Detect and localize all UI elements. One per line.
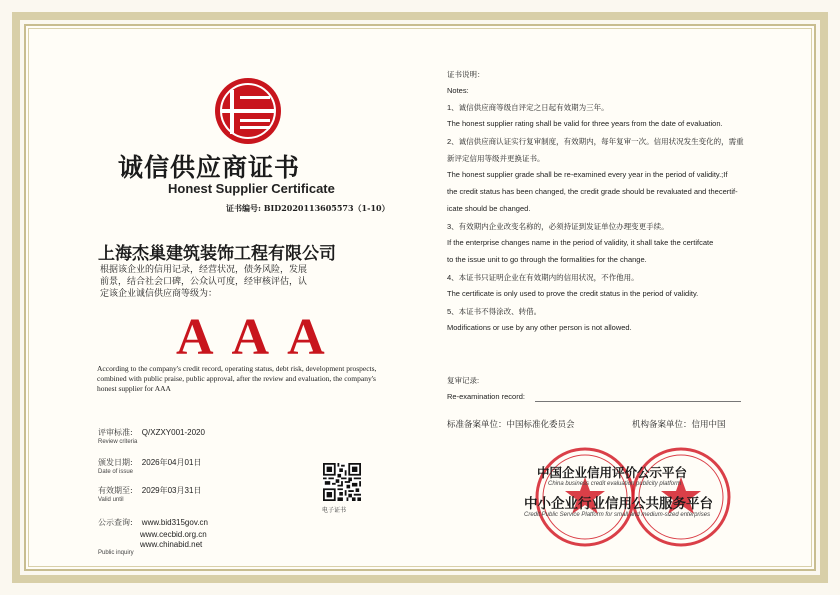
issuer1-en: China business credit evaluation publicity platform bbox=[548, 481, 682, 487]
statement-en-line: According to the company's credit record, operating status, debt risk, development prospects, bbox=[97, 364, 377, 373]
standard-filing: 标准备案单位：中国标准化委员会 bbox=[447, 420, 575, 430]
valid-until-label: 有效期至: bbox=[98, 486, 133, 495]
credit-grade: AAA bbox=[176, 309, 343, 366]
credit-logo-icon bbox=[208, 76, 288, 146]
valid-until-block bbox=[98, 478, 201, 503]
certificate-title-en: Honest Supplier Certificate bbox=[168, 181, 335, 196]
note-line: The honest supplier grade shall be re-examined every year in the period of validity.;If bbox=[447, 170, 728, 179]
review-criteria-block bbox=[98, 420, 205, 445]
date-of-issue-label: 颁发日期: bbox=[98, 458, 133, 467]
review-criteria-label: 评审标准: bbox=[98, 428, 133, 437]
valid-until-value: 2029年03月31日 bbox=[141, 486, 202, 495]
reexam-label-en: Re-examination record: bbox=[447, 392, 525, 401]
note-line: The certificate is only used to prove the credit status in the period of validity. bbox=[447, 289, 699, 298]
qr-code-icon[interactable] bbox=[323, 463, 361, 501]
note-line: 2、诚信供应商认证实行复审制度，有效期内，每年复审一次。信用状况发生变化的，需重 bbox=[447, 137, 744, 146]
note-line: Modifications or use by any other person is not allowed. bbox=[447, 323, 632, 332]
agency-filing: 机构备案单位：信用中国 bbox=[632, 420, 726, 430]
public-inquiry-label: 公示查询: bbox=[98, 518, 133, 527]
valid-until-label-en: Valid until bbox=[98, 497, 124, 503]
statement-cn-line: 前景，结合社会口碑，公众认可度，经审核评估，认 bbox=[100, 277, 308, 287]
notes-header-cn: 证书说明： bbox=[447, 70, 485, 79]
date-of-issue-block bbox=[98, 450, 201, 475]
note-line: to the issue unit to go through the formalities for the change. bbox=[447, 255, 647, 264]
reexam-label-cn: 复审记录: bbox=[447, 376, 480, 385]
statement-cn-line: 根据该企业的信用记录，经营状况，债务风险，发展 bbox=[100, 265, 308, 275]
statement-cn-line: 定该企业诚信供应商等级为： bbox=[100, 289, 218, 299]
note-line: 4、本证书只证明企业在有效期内的信用状况，不作他用。 bbox=[447, 273, 639, 282]
certificate-number bbox=[226, 203, 390, 214]
notes-header-en: Notes: bbox=[447, 86, 469, 95]
date-of-issue-label-en: Date of issue bbox=[98, 469, 134, 475]
statement-en-line: honest supplier for AAA bbox=[97, 384, 171, 393]
issuer1-cn: 中国企业信用评价公示平台 bbox=[537, 465, 688, 480]
qr-code-label: 电子证书 bbox=[322, 507, 347, 514]
public-inquiry-block bbox=[98, 510, 208, 556]
certificate-title-cn: 诚信供应商证书 bbox=[118, 153, 301, 182]
statement-en-line: combined with public praise, public approval, after the review and evaluation, the company's bbox=[97, 374, 376, 383]
statement-en bbox=[97, 364, 407, 394]
company-name: 上海杰巢建筑装饰工程有限公司 bbox=[98, 244, 336, 264]
date-of-issue-value: 2026年04月01日 bbox=[141, 458, 202, 467]
review-criteria-value: Q/XZXY001-2020 bbox=[141, 428, 205, 437]
note-line: 新评定信用等级并更换证书。 bbox=[447, 154, 545, 163]
note-line: the credit status has been changed, the credit grade should be revaluated and thecertif- bbox=[447, 187, 738, 196]
note-line: icate should be changed. bbox=[447, 204, 531, 213]
issuer2-en: Credit Public Service Platform for small and medium-sized enterprises bbox=[524, 512, 711, 518]
cert-number-value: BID2020113605573（1-10） bbox=[263, 203, 390, 213]
note-line: If the enterprise changes name in the period of validity, it shall take the certifcate bbox=[447, 238, 714, 247]
inquiry-site: www.cecbid.org.cn bbox=[140, 530, 207, 539]
issuer2-cn: 中小企业行业信用公共服务平台 bbox=[524, 496, 713, 512]
reexam-record-line bbox=[535, 401, 741, 402]
note-line: 3、有效期内企业改变名称的，必须持证到发证单位办理变更手续。 bbox=[447, 222, 669, 231]
inquiry-site: www.bid315gov.cn bbox=[141, 518, 208, 527]
review-criteria-label-en: Review criteria bbox=[98, 439, 138, 445]
inquiry-site: www.chinabid.net bbox=[140, 540, 203, 549]
public-inquiry-label-en: Public inquiry bbox=[98, 550, 134, 556]
note-line: 5、本证书不得涂改、转借。 bbox=[447, 307, 542, 316]
note-line: 1、诚信供应商等级自评定之日起有效期为三年。 bbox=[447, 103, 609, 112]
statement-cn bbox=[100, 264, 400, 300]
note-line: The honest supplier rating shall be valid for three years from the date of evaluation. bbox=[447, 119, 723, 128]
cert-number-label: 证书编号: bbox=[226, 203, 261, 213]
